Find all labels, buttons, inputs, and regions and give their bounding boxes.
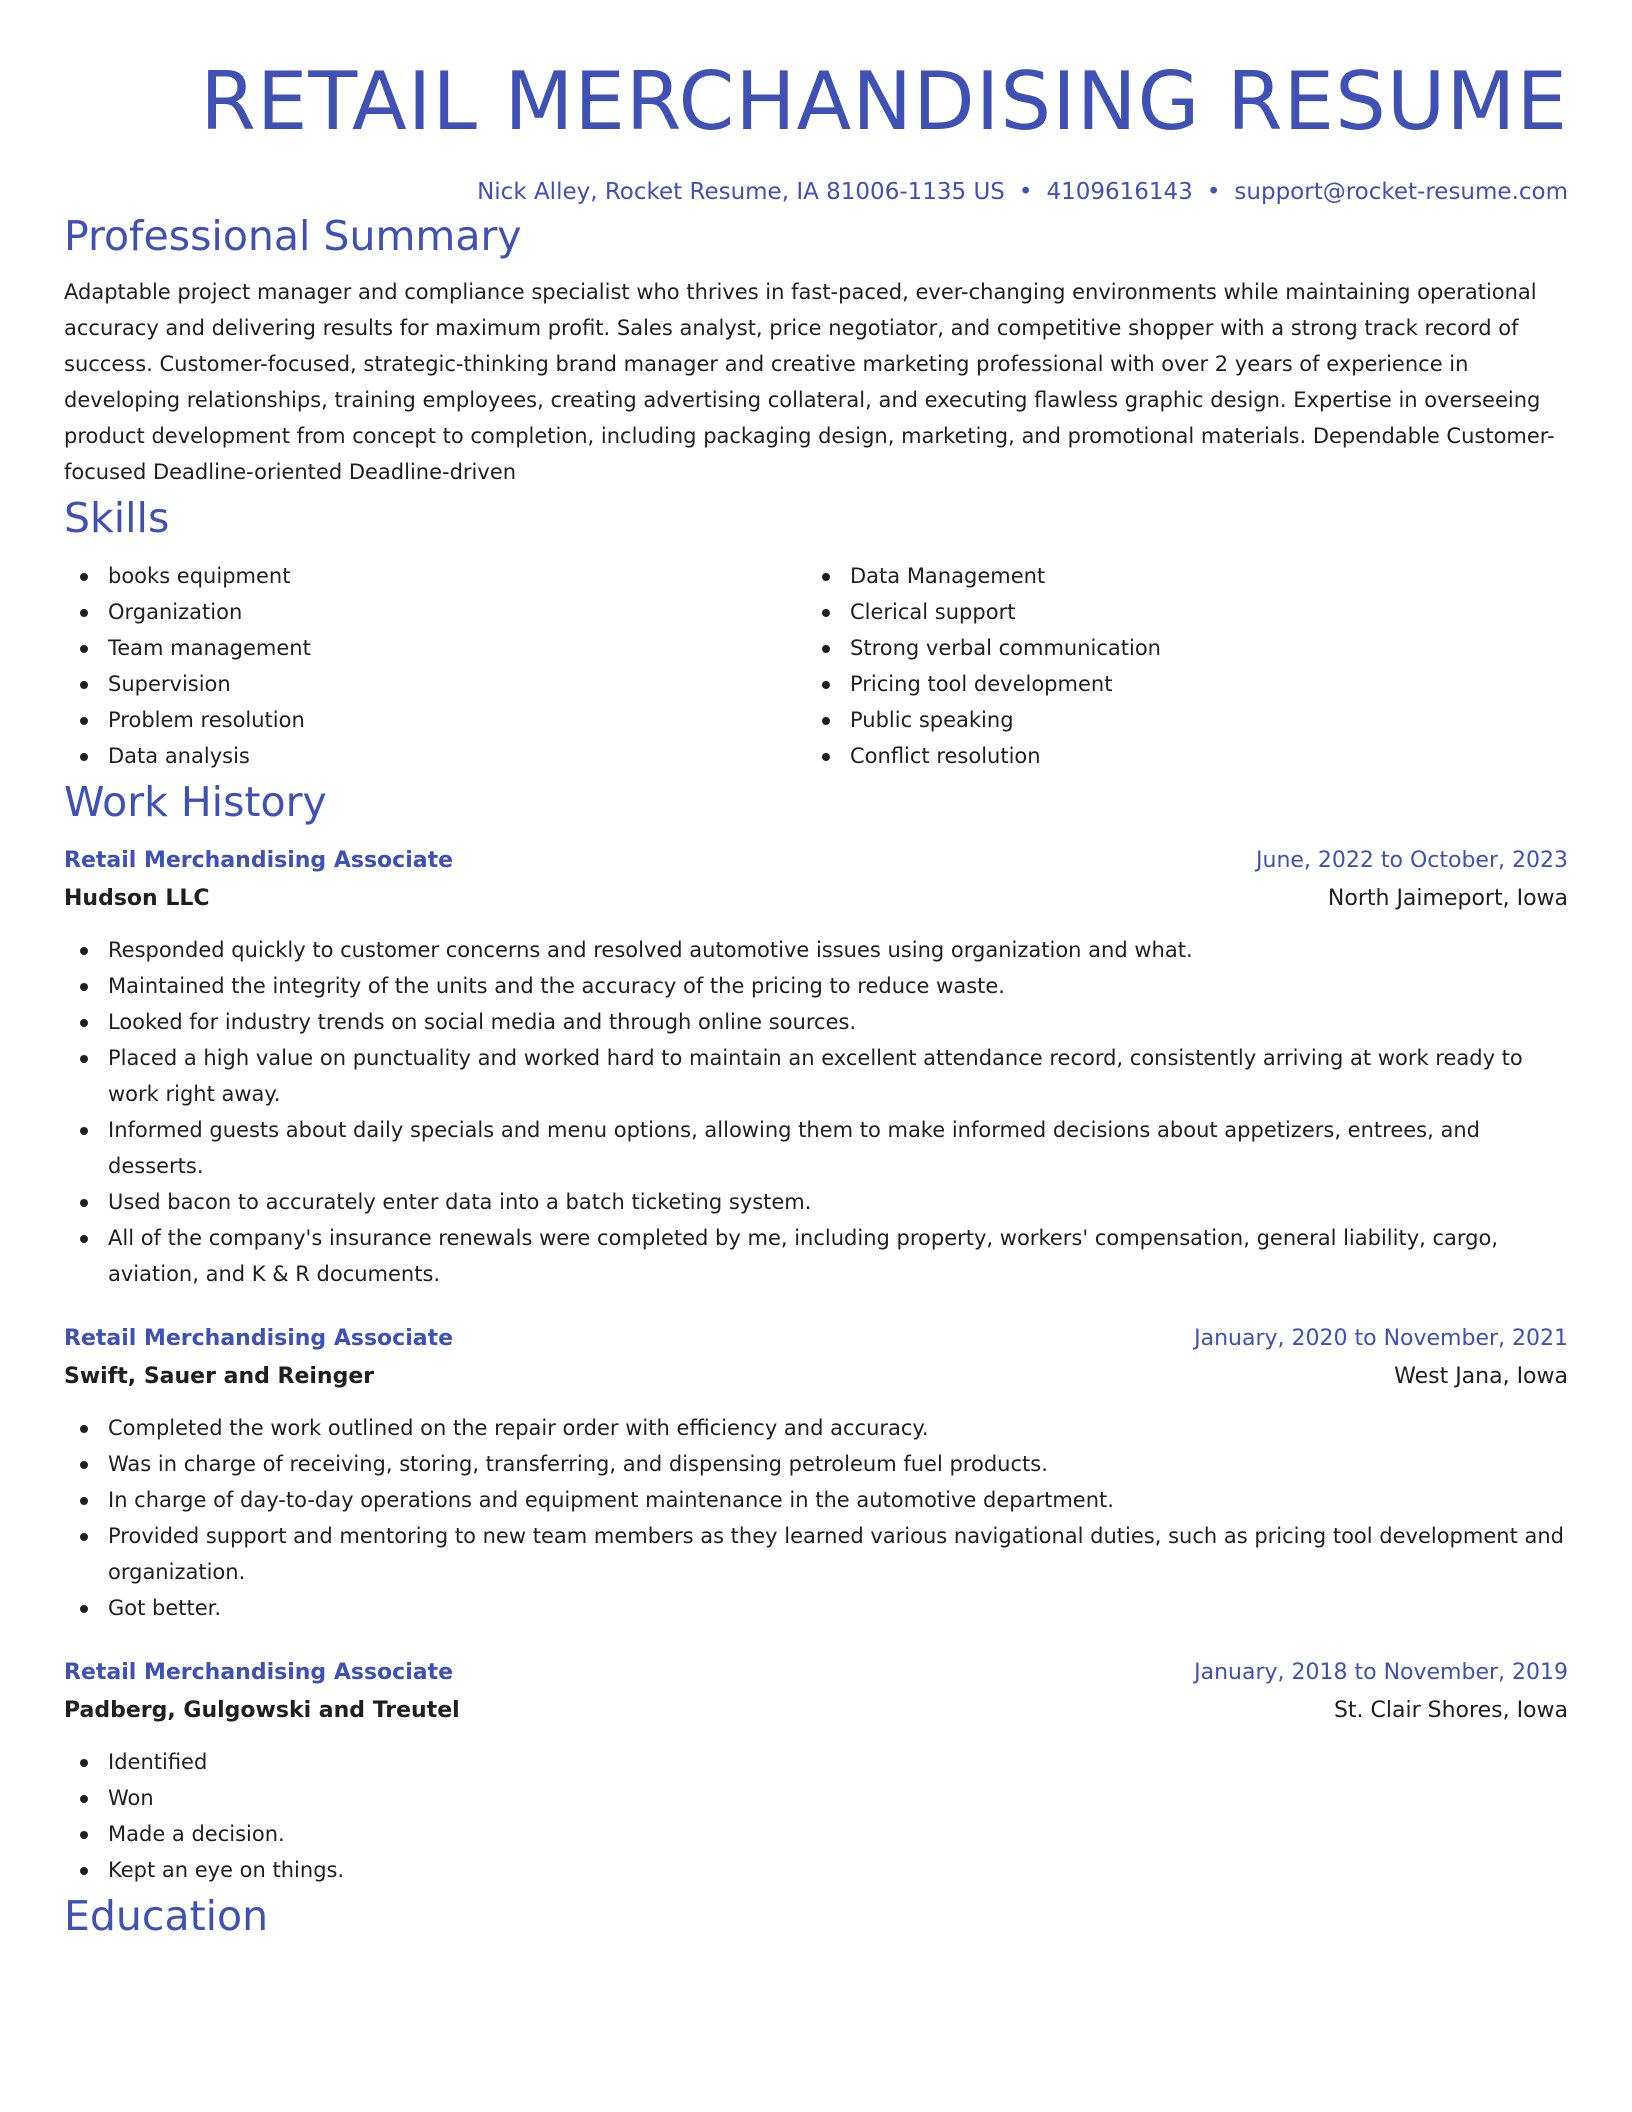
summary-heading: Professional Summary bbox=[64, 212, 522, 260]
contact-address: Nick Alley, Rocket Resume, IA 81006-1135 US bbox=[477, 179, 1005, 205]
job-duties bbox=[64, 1744, 1568, 1888]
job-duty: Maintained the integrity of the units and the accuracy of the pricing to reduce waste. bbox=[64, 968, 1568, 1004]
work-history-heading: Work History bbox=[64, 778, 327, 826]
skills-column-left bbox=[64, 558, 806, 774]
job-dates: January, 2020 to November, 2021 bbox=[1194, 1326, 1568, 1351]
resume-page bbox=[64, 0, 1568, 1944]
skill-item: Public speaking bbox=[806, 702, 1548, 738]
job-duties bbox=[64, 932, 1568, 1292]
skill-item: Team management bbox=[64, 630, 806, 666]
job-title: Retail Merchandising Associate bbox=[64, 1326, 454, 1351]
job-duty: Kept an eye on things. bbox=[64, 1852, 1568, 1888]
job-duty: Completed the work outlined on the repair order with efficiency and accuracy. bbox=[64, 1410, 1568, 1446]
job-duty: Looked for industry trends on social media and through online sources. bbox=[64, 1004, 1568, 1040]
contact-separator: • bbox=[1206, 179, 1221, 205]
contact-line bbox=[64, 176, 1568, 208]
skill-item: Supervision bbox=[64, 666, 806, 702]
job-title: Retail Merchandising Associate bbox=[64, 848, 454, 873]
job-entry bbox=[64, 1654, 1568, 1888]
job-duty: In charge of day-to-day operations and equipment maintenance in the automotive department. bbox=[64, 1482, 1568, 1518]
job-entry bbox=[64, 842, 1568, 1292]
job-duty: Was in charge of receiving, storing, transferring, and dispensing petroleum fuel products. bbox=[64, 1446, 1568, 1482]
job-location: St. Clair Shores, Iowa bbox=[1333, 1698, 1568, 1723]
education-heading: Education bbox=[64, 1892, 269, 1940]
job-location: North Jaimeport, Iowa bbox=[1327, 886, 1568, 911]
job-duty: Informed guests about daily specials and menu options, allowing them to make informed decisions about appetizers, entrees, and desserts. bbox=[64, 1112, 1568, 1184]
contact-separator: • bbox=[1018, 179, 1033, 205]
skill-item: Data analysis bbox=[64, 738, 806, 774]
skills-column-right bbox=[806, 558, 1548, 774]
skill-item: Data Management bbox=[806, 558, 1548, 594]
job-duty: Identified bbox=[64, 1744, 1568, 1780]
skill-item: Pricing tool development bbox=[806, 666, 1548, 702]
job-dates: June, 2022 to October, 2023 bbox=[1256, 848, 1568, 873]
skills-heading: Skills bbox=[64, 494, 170, 542]
job-duty: Provided support and mentoring to new team members as they learned various navigational duties, such as pricing tool development and organization. bbox=[64, 1518, 1568, 1590]
job-dates: January, 2018 to November, 2019 bbox=[1194, 1660, 1568, 1685]
resume-title: RETAIL MERCHANDISING RESUME bbox=[200, 55, 1568, 148]
job-duty: Placed a high value on punctuality and worked hard to maintain an excellent attendance record, consistently arriving at work ready to work right away. bbox=[64, 1040, 1568, 1112]
job-location: West Jana, Iowa bbox=[1394, 1364, 1568, 1389]
skills-list bbox=[64, 558, 1568, 774]
job-duty: Responded quickly to customer concerns and resolved automotive issues using organization and what. bbox=[64, 932, 1568, 968]
job-title: Retail Merchandising Associate bbox=[64, 1660, 454, 1685]
job-company: Swift, Sauer and Reinger bbox=[64, 1364, 375, 1389]
job-duty: Used bacon to accurately enter data into a batch ticketing system. bbox=[64, 1184, 1568, 1220]
job-duty: Got better. bbox=[64, 1590, 1568, 1626]
contact-email: support@rocket-resume.com bbox=[1234, 179, 1568, 205]
skill-item: Strong verbal communication bbox=[806, 630, 1548, 666]
skill-item: Clerical support bbox=[806, 594, 1548, 630]
job-company: Padberg, Gulgowski and Treutel bbox=[64, 1698, 460, 1723]
skill-item: books equipment bbox=[64, 558, 806, 594]
skill-item: Organization bbox=[64, 594, 806, 630]
job-duty: Made a decision. bbox=[64, 1816, 1568, 1852]
skill-item: Problem resolution bbox=[64, 702, 806, 738]
skill-item: Conflict resolution bbox=[806, 738, 1548, 774]
contact-phone: 4109616143 bbox=[1046, 179, 1193, 205]
job-entry bbox=[64, 1320, 1568, 1626]
job-duties bbox=[64, 1410, 1568, 1626]
job-company: Hudson LLC bbox=[64, 886, 210, 911]
job-duty: All of the company's insurance renewals were completed by me, including property, workers' compensation, general liability, cargo, aviation, and K & R documents. bbox=[64, 1220, 1568, 1292]
summary-text: Adaptable project manager and compliance specialist who thrives in fast-paced, ever-changing environments while maintaining operational accuracy and delivering results for maximum profit. Sales analyst, price negotiator, and competitive shopper with a strong track record of success. Customer-focused, strategic-thinking brand manager and creative marketing professional with over 2 years of experience in developing relationships, training employees, creating advertising collateral, and executing flawless graphic design. Expertise in overseeing product development from concept to completion, including packaging design, marketing, and promotional materials. Dependable Customer-focused Deadline-oriented Deadline-driven bbox=[64, 280, 1555, 484]
job-duty: Won bbox=[64, 1780, 1568, 1816]
